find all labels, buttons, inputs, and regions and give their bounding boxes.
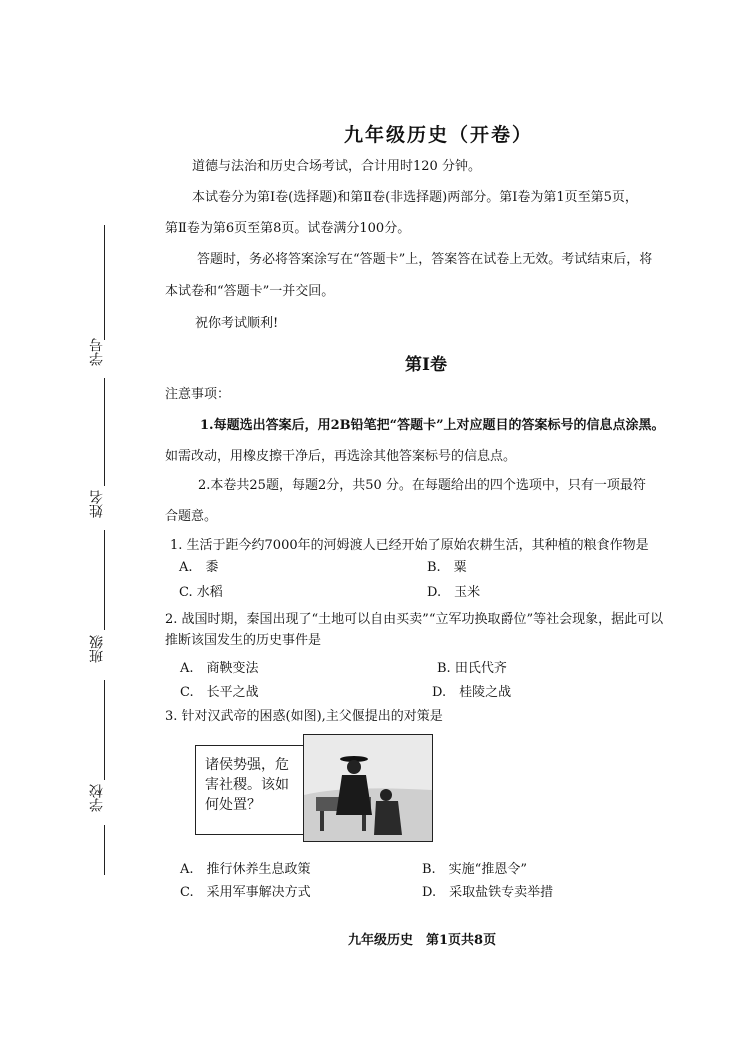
intro-line: 第Ⅱ卷为第6页至第8页。试卷满分100分。	[165, 221, 411, 236]
notes-title: 注意事项：	[165, 387, 231, 402]
margin-line	[104, 225, 105, 340]
intro-line: 答题时，务必将答案涂写在“答题卡”上，答案答在试卷上无效。考试结束后，将	[197, 252, 653, 267]
answer-option: B. 田氏代齐	[437, 661, 507, 676]
intro-line: 道德与法治和历史合场考试，合计用时120 分钟。	[192, 159, 481, 174]
margin-line	[104, 530, 105, 630]
question-stem: 2. 战国时期，秦国出现了“土地可以自由买卖”“立军功换取爵位”等社会现象，据此可以	[165, 612, 664, 627]
note-line: 合题意。	[165, 509, 218, 524]
answer-option: B. 实施“推恩令”	[422, 862, 527, 877]
answer-option: D. 玉米	[427, 585, 481, 600]
answer-option: A. 黍	[179, 560, 219, 575]
margin-label-class: 班级	[89, 635, 105, 663]
intro-line: 本试卷分为第Ⅰ卷(选择题)和第Ⅱ卷(非选择题)两部分。第Ⅰ卷为第1页至第5页，	[192, 190, 638, 205]
margin-line	[104, 378, 105, 486]
question-stem: 3. 针对汉武帝的困惑(如图),主父偃提出的对策是	[165, 709, 443, 724]
emperor-illustration-drawing	[304, 735, 432, 841]
answer-option: D. 采取盐铁专卖举措	[422, 885, 554, 900]
speech-bubble-text: 诸侯势强，危害社稷。该如何处置？	[205, 757, 289, 813]
answer-option: B. 粟	[427, 560, 467, 575]
margin-label-school: 学校	[89, 784, 105, 812]
margin-label-name: 姓名	[89, 490, 105, 518]
note-line: 如需改动，用橡皮擦干净后，再选涂其他答案标号的信息点。	[165, 449, 517, 464]
page-title: 九年级历史（开卷）	[344, 124, 534, 146]
margin-line	[104, 680, 105, 780]
section-title: 第Ⅰ卷	[405, 355, 447, 375]
note-line: 1.每题选出答案后，用2B铅笔把“答题卡”上对应题目的答案标号的信息点涂黑。	[200, 418, 665, 433]
question-stem: 1. 生活于距今约7000年的河姆渡人已经开始了原始农耕生活，其种植的粮食作物是	[170, 538, 649, 553]
margin-label-student-id: 学号	[89, 338, 105, 366]
answer-option: D. 桂陵之战	[432, 685, 512, 700]
emperor-illustration	[303, 734, 433, 842]
answer-option: C. 长平之战	[180, 685, 259, 700]
intro-line: 本试卷和“答题卡”一并交回。	[165, 284, 335, 299]
intro-line: 祝你考试顺利!	[195, 316, 279, 331]
speech-bubble	[195, 745, 307, 835]
page-footer: 九年级历史 第1页共8页	[348, 933, 497, 948]
question-stem: 推断该国发生的历史事件是	[165, 633, 322, 648]
answer-option: C. 采用军事解决方式	[180, 885, 311, 900]
answer-option: A. 商鞅变法	[180, 661, 259, 676]
answer-option: C. 水稻	[179, 585, 223, 600]
margin-line	[104, 825, 105, 875]
note-line: 2.本卷共25题，每题2分，共50 分。在每题给出的四个选项中，只有一项最符	[198, 478, 646, 493]
answer-option: A. 推行休养生息政策	[180, 862, 311, 877]
